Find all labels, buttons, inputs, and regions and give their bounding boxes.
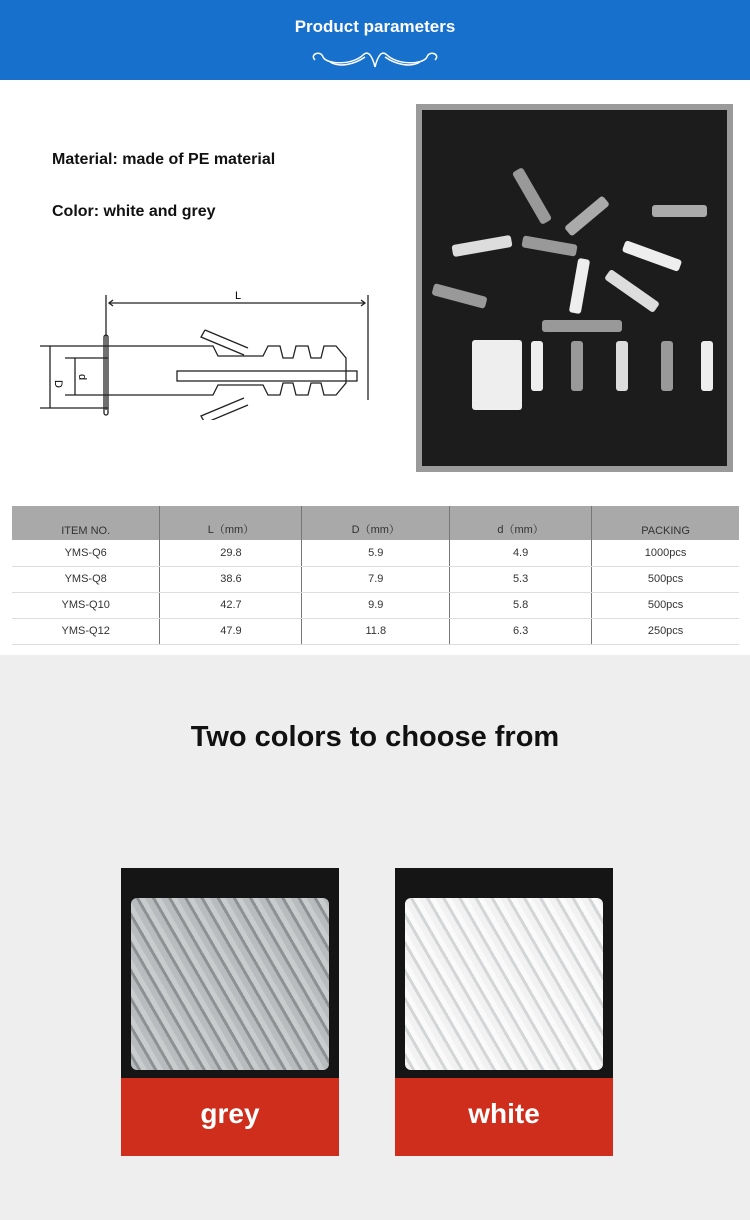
table-row <box>12 566 739 592</box>
table-row <box>12 592 739 618</box>
material-spec: Material: made of PE material <box>52 151 276 168</box>
cell: YMS-Q10 <box>12 592 160 618</box>
cell: 47.9 <box>160 618 302 644</box>
grey-bag-photo <box>121 868 339 1078</box>
cell: 5.9 <box>302 540 450 566</box>
label-d: d <box>76 374 88 381</box>
white-bag-photo <box>395 868 613 1078</box>
cell: 38.6 <box>160 566 302 592</box>
cell: 5.3 <box>450 566 592 592</box>
cell: 29.8 <box>160 540 302 566</box>
cell: YMS-Q6 <box>12 540 160 566</box>
cell: 250pcs <box>592 618 739 644</box>
col-packing: PACKING <box>592 506 739 540</box>
color-label: white <box>395 1078 613 1156</box>
cell: 6.3 <box>450 618 592 644</box>
color-option-grey <box>121 868 339 1151</box>
dimension-diagram <box>35 290 385 420</box>
cell: 500pcs <box>592 566 739 592</box>
cell: 5.8 <box>450 592 592 618</box>
label-D: D <box>52 380 64 388</box>
product-photo <box>416 104 733 472</box>
cell: 42.7 <box>160 592 302 618</box>
col-length: L（mm） <box>160 506 302 540</box>
parameters-table <box>12 506 739 645</box>
cell: 9.9 <box>302 592 450 618</box>
color-option-white <box>395 868 613 1151</box>
header-title: Product parameters <box>294 17 456 36</box>
col-item-no: ITEM NO. <box>12 506 160 540</box>
cell: 11.8 <box>302 618 450 644</box>
color-spec: Color: white and grey <box>52 203 216 220</box>
ornament-icon <box>305 47 445 73</box>
table-row <box>12 540 739 566</box>
color-label: grey <box>121 1078 339 1156</box>
cell: 500pcs <box>592 592 739 618</box>
cell: 4.9 <box>450 540 592 566</box>
section-title: Two colors to choose from <box>190 721 560 753</box>
col-inner-diameter: d（mm） <box>450 506 592 540</box>
col-outer-diameter: D（mm） <box>302 506 450 540</box>
cell: YMS-Q8 <box>12 566 160 592</box>
color-options-section <box>0 655 750 1220</box>
header-banner <box>0 0 750 80</box>
cell: 1000pcs <box>592 540 739 566</box>
cell: 7.9 <box>302 566 450 592</box>
cell: YMS-Q12 <box>12 618 160 644</box>
table-row <box>12 618 739 644</box>
label-L: L <box>235 290 242 302</box>
